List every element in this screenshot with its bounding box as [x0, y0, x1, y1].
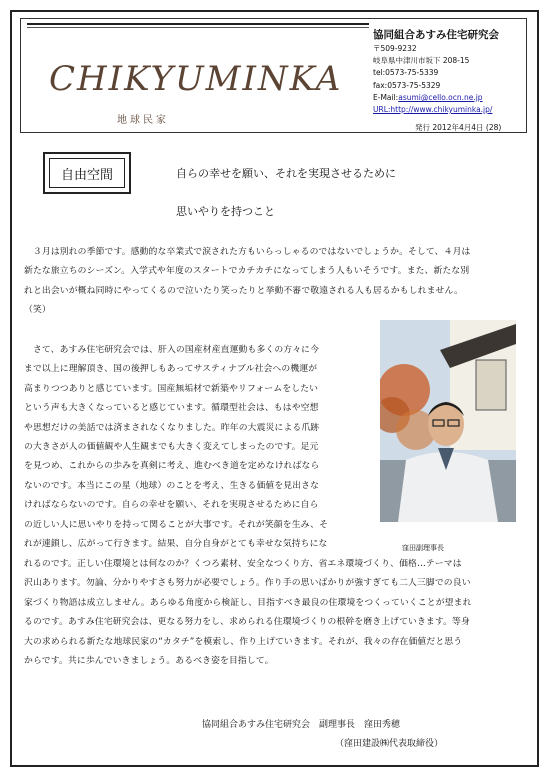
email-row: [373, 92, 492, 104]
text-line: 新たな旅立ちのシーズン。入学式や年度のスタートでカチカチになってしまう人もいそうです。また、新たな別: [24, 266, 470, 277]
url-row: [373, 104, 492, 116]
contact-block: [373, 43, 492, 116]
text-line: ３月は別れの季節です。感動的な卒業式で涙された方もいらっしゃるのではないでしょうか。そして、４月は: [24, 247, 471, 257]
headline-line-2: 思いやりを持つこと: [176, 205, 275, 218]
text-line: るのです。あすみ住宅研究会は、更なる努力をし、求められる住環境づくりの根幹を磨き上げていきます。等身: [24, 617, 470, 628]
text-line: の大きさが人の価値観や人生観までも大きく変えてしまったのです。足元: [24, 442, 319, 453]
text-line: を見つめ、これからの歩みを真剣に考え、進むべき道を定めなければなら: [24, 461, 320, 472]
url-label: URL:: [373, 105, 391, 115]
text-line: 沢山あります。勿論、分かりやすさも努力が必要でしょう。作り手の思いばかりが強すぎても二人三脚での良い: [24, 578, 471, 589]
company-name: 協同組合あすみ住宅研究会: [373, 29, 499, 41]
text-line: ないのです。本当にこの星（地球）のことを考え、生きる価値を見出さな: [24, 480, 320, 491]
text-line: さて、あすみ住宅研究会では、肝入の国産材産直運動も多くの方々に今: [24, 345, 320, 355]
text-line: ければならないのです。自らの幸せを願い、それを実現させるために自ら: [24, 500, 319, 511]
signature-title: （窪田建設㈱代表取締役）: [335, 739, 444, 749]
text-line: からです。共に歩んでいきましょう。あるべき姿を目指して。: [24, 656, 274, 667]
text-line: （笑）: [24, 305, 51, 316]
text-line: という声も大きくなっていると感じています。循環型社会は、もはや空想: [24, 403, 319, 414]
header-rule: [27, 23, 369, 25]
text-line: れと出会いが概ね同時にやってくるので泣いたり笑ったりと挙動不審で敬遠される人も居るかもしれません。: [24, 285, 463, 296]
logo-subtitle: 地球民家: [117, 115, 169, 126]
signature-name: 協同組合あすみ住宅研究会 副理事長 窪田秀穂: [202, 720, 401, 730]
header-rule-thin: [27, 27, 369, 28]
headline-line-1: 自らの幸せを願い、それを実現させるために: [176, 167, 396, 180]
text-line: まで以上に理解頂き、国の後押しもあってサスティナブル社会への機運が: [24, 364, 318, 375]
fax: fax:0573-75-5329: [373, 80, 441, 90]
section-label-box: [43, 152, 131, 194]
text-line: れが連鎖し、広がって行きます。結果、自分自身がとても幸せな気持ちにな: [24, 539, 328, 550]
portrait-illustration: [380, 320, 516, 522]
telephone: tel:0573-75-5339: [373, 68, 439, 78]
photo-caption: 窪田副理事長: [402, 544, 444, 552]
header-banner: [20, 18, 527, 133]
text-line: や思想だけの美話では済まされなくなりました。昨年の大震災による爪跡: [24, 422, 320, 433]
text-line: 高まりつつありと感じています。国産無垢材で新築やリフォームをしたい: [24, 383, 319, 394]
paragraph-intro: [24, 243, 534, 321]
text-line: の近しい人に思いやりを持って関ることが大事です。それが笑顔を生み、そ: [24, 519, 329, 530]
text-line: 家づくり物語は成立しません。あらゆる角度から検証し、目指すべき最良の住環境をつくっていくことが望まれ: [24, 597, 472, 608]
paragraph-main: [24, 341, 376, 554]
text-line: 大の求められる新たな地球民家の“カタチ”を模索し、作り上げていきます。それが、我々の存在価値だと思う: [24, 636, 463, 647]
paragraph-closing: [24, 555, 534, 671]
website-link[interactable]: http://www.chikyuminka.jp/: [390, 105, 493, 115]
logo-text: CHIKYUMINKA: [49, 59, 343, 99]
text-line: れるのです。正しい住環境とは何なのか？くつろ素材、安全なつくり方、省エネ環境づくり、価格…テーマは: [24, 559, 462, 569]
issue-date: 発行 2012年4月4日 (28): [415, 123, 502, 132]
postal-code: 〒509-9232: [373, 44, 417, 53]
portrait-photo: [380, 320, 516, 522]
email-link[interactable]: asumi@cello.ocn.ne.jp: [398, 92, 483, 102]
address: 岐阜県中津川市坂下 208-15: [373, 56, 470, 66]
email-label: E-Mail:: [373, 92, 399, 102]
section-label: 自由空間: [49, 158, 125, 188]
